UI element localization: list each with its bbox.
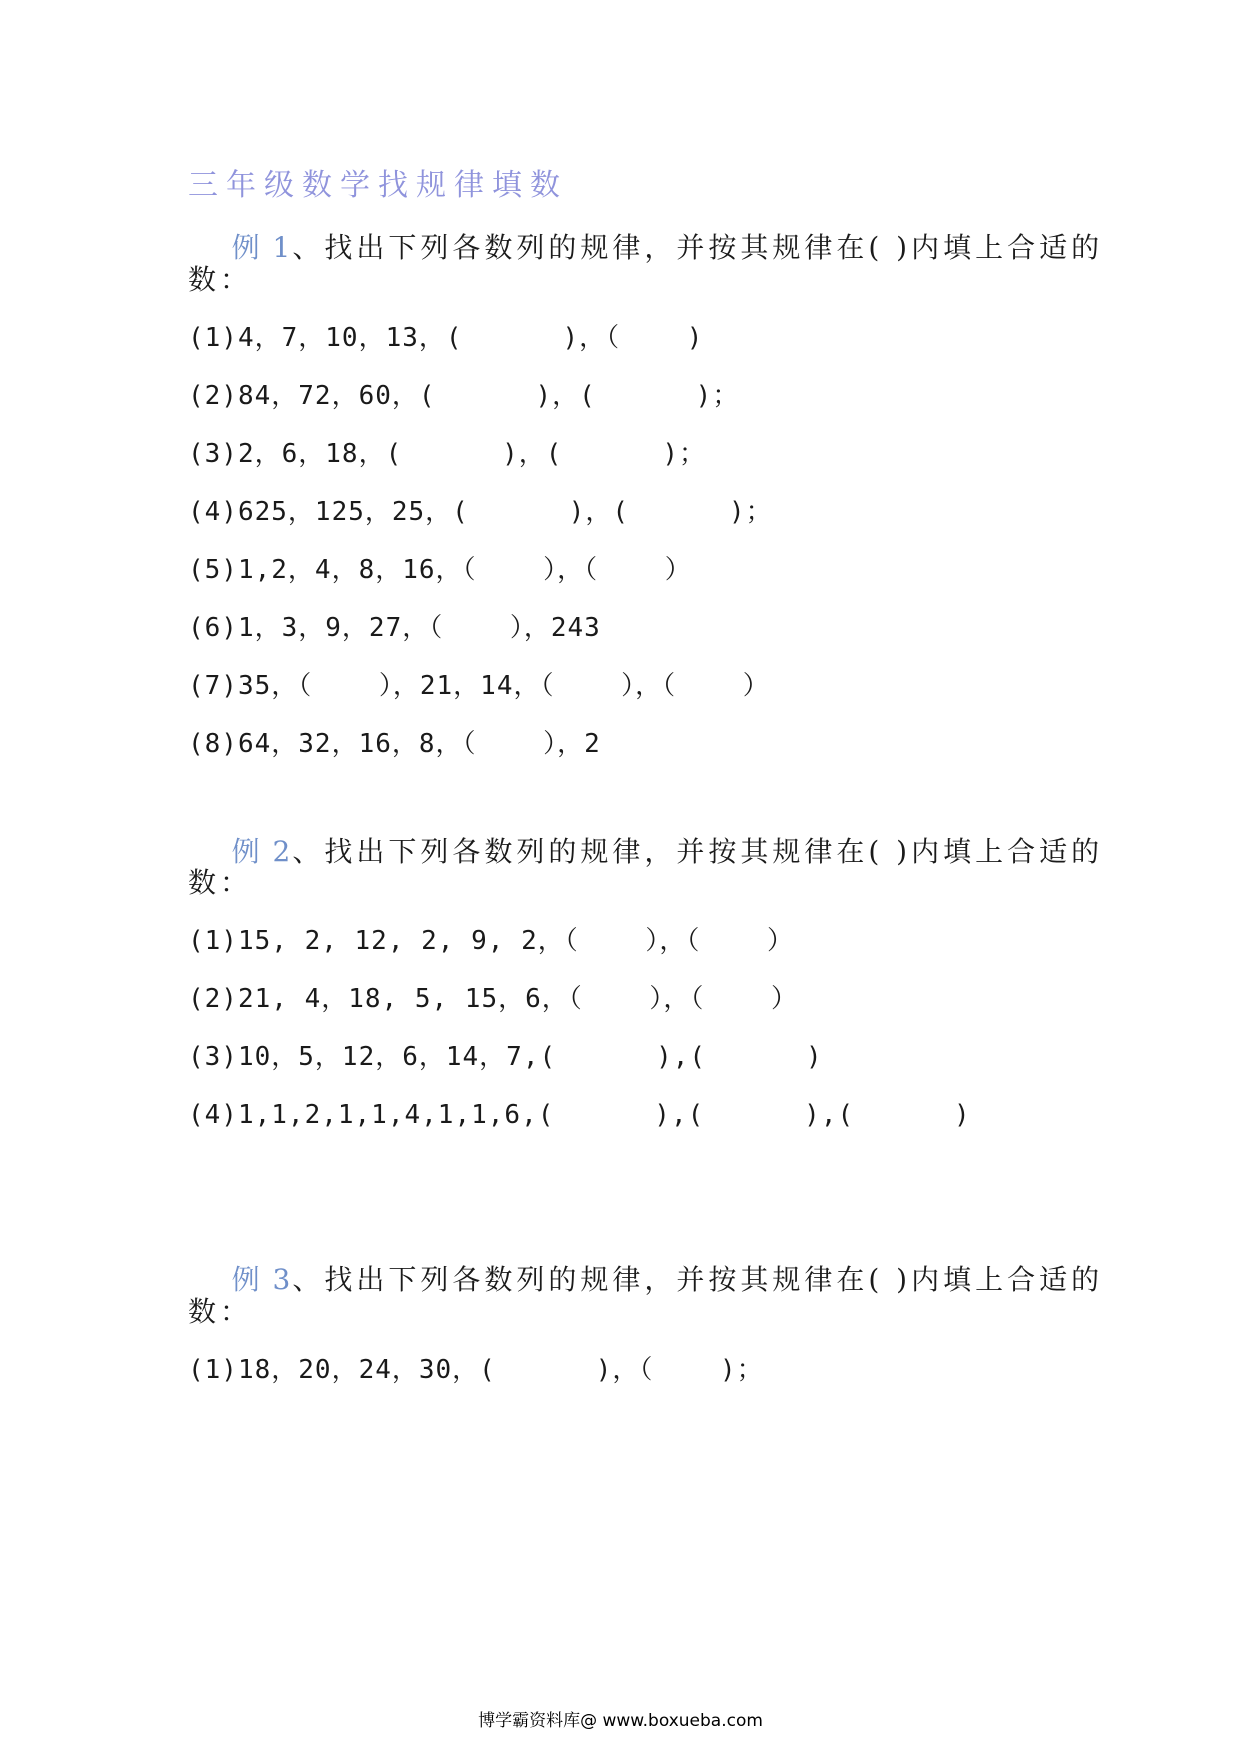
example-2-item-2: (2)21, 4，18, 5, 15，6，（ ），（ ）	[188, 984, 798, 1014]
example-1-item-6: (6)1，3，9，27，（ ），243	[188, 613, 601, 643]
example-2-instruction: 、找出下列各数列的规律，并按其规律在( )内填上合适的	[292, 835, 1104, 868]
example-1-item-4: (4)625，125，25，( )，( )；	[188, 497, 773, 527]
example-1-item-5: (5)1,2，4，8，16，（ ），（ ）	[188, 555, 692, 585]
example-3-instruction-cont: 数：	[188, 1295, 253, 1328]
example-1-instruction-cont: 数：	[188, 263, 253, 296]
example-3-label: 例 3	[231, 1263, 293, 1296]
example-2-item-1: (1)15, 2, 12, 2, 9, 2，（ ），（ ）	[188, 926, 794, 956]
example-2-label: 例 2	[231, 835, 293, 868]
example-3-instruction: 、找出下列各数列的规律，并按其规律在( )内填上合适的	[292, 1263, 1104, 1296]
example-3-item-1: (1)18，20，24，30，( )，（ )；	[188, 1355, 764, 1385]
example-1-item-1: (1)4，7，10，13，( )，（ )	[188, 323, 704, 353]
example-1-heading	[188, 206, 1103, 290]
example-2-instruction-cont: 数：	[188, 866, 253, 899]
example-1-item-8: (8)64，32，16，8，（ ），2	[188, 729, 601, 759]
example-2-item-4: (4)1,1,2,1,1,4,1,1,6,( ),( ),( )	[188, 1100, 971, 1130]
example-1-item-2: (2)84，72，60，( )，( )；	[188, 381, 740, 411]
page-title: 三年级数学找规律填数	[188, 168, 568, 203]
example-2-heading	[188, 810, 1103, 894]
footer-watermark: 博学霸资料库@ www.boxueba.com	[478, 1711, 763, 1731]
example-1-instruction: 、找出下列各数列的规律，并按其规律在( )内填上合适的	[292, 231, 1104, 264]
example-1-label: 例 1	[231, 231, 293, 264]
example-1-item-3: (3)2，6，18，( )，( )；	[188, 439, 707, 469]
example-2-item-3: (3)10，5，12，6，14，7,( ),( )	[188, 1042, 823, 1072]
example-1-item-7: (7)35，（ ），21，14，（ ），（ ）	[188, 671, 770, 701]
example-3-heading	[188, 1238, 1103, 1322]
